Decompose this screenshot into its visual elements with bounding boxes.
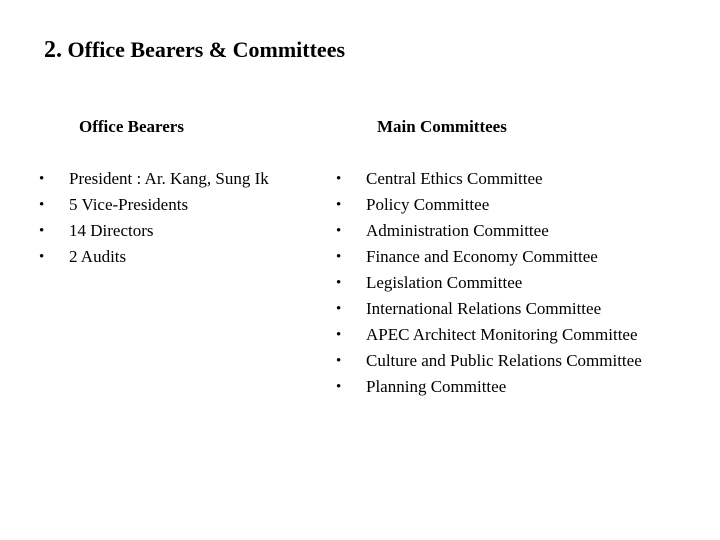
bullet-icon: • xyxy=(336,249,342,265)
bullet-icon: • xyxy=(336,171,342,187)
bullet-icon: • xyxy=(336,301,342,317)
list-item-text: Finance and Economy Committee xyxy=(366,247,598,266)
list-item-text: Culture and Public Relations Committee xyxy=(366,351,642,370)
list-item-text: Policy Committee xyxy=(366,195,490,214)
list-item-text: Central Ethics Committee xyxy=(366,169,543,188)
list-item-text: 2 Audits xyxy=(69,247,127,266)
main-committees-heading: Main Committees xyxy=(377,117,507,136)
bullet-icon: • xyxy=(336,223,342,239)
list-item-text: Legislation Committee xyxy=(366,273,523,292)
list-item-text: APEC Architect Monitoring Committee xyxy=(366,325,638,344)
bullet-icon: • xyxy=(39,171,45,187)
bullet-icon: • xyxy=(39,249,45,265)
page-title xyxy=(44,38,345,62)
bullet-icon: • xyxy=(336,327,342,343)
list-item-text: International Relations Committee xyxy=(366,299,602,318)
list-item-text: 14 Directors xyxy=(69,221,154,240)
list-item-text: 5 Vice-Presidents xyxy=(69,195,189,214)
list-item-text: Planning Committee xyxy=(366,377,507,396)
list-item-text: President : Ar. Kang, Sung Ik xyxy=(69,169,269,188)
section-number: 2. xyxy=(44,37,62,63)
section-title: Office Bearers & Committees xyxy=(67,37,346,62)
bullet-icon: • xyxy=(336,353,342,369)
list-item-text: Administration Committee xyxy=(366,221,549,240)
bullet-icon: • xyxy=(336,379,342,395)
office-bearers-heading: Office Bearers xyxy=(79,117,184,136)
bullet-icon: • xyxy=(39,197,45,213)
bullet-icon: • xyxy=(336,275,342,291)
bullet-icon: • xyxy=(336,197,342,213)
bullet-icon: • xyxy=(39,223,45,239)
